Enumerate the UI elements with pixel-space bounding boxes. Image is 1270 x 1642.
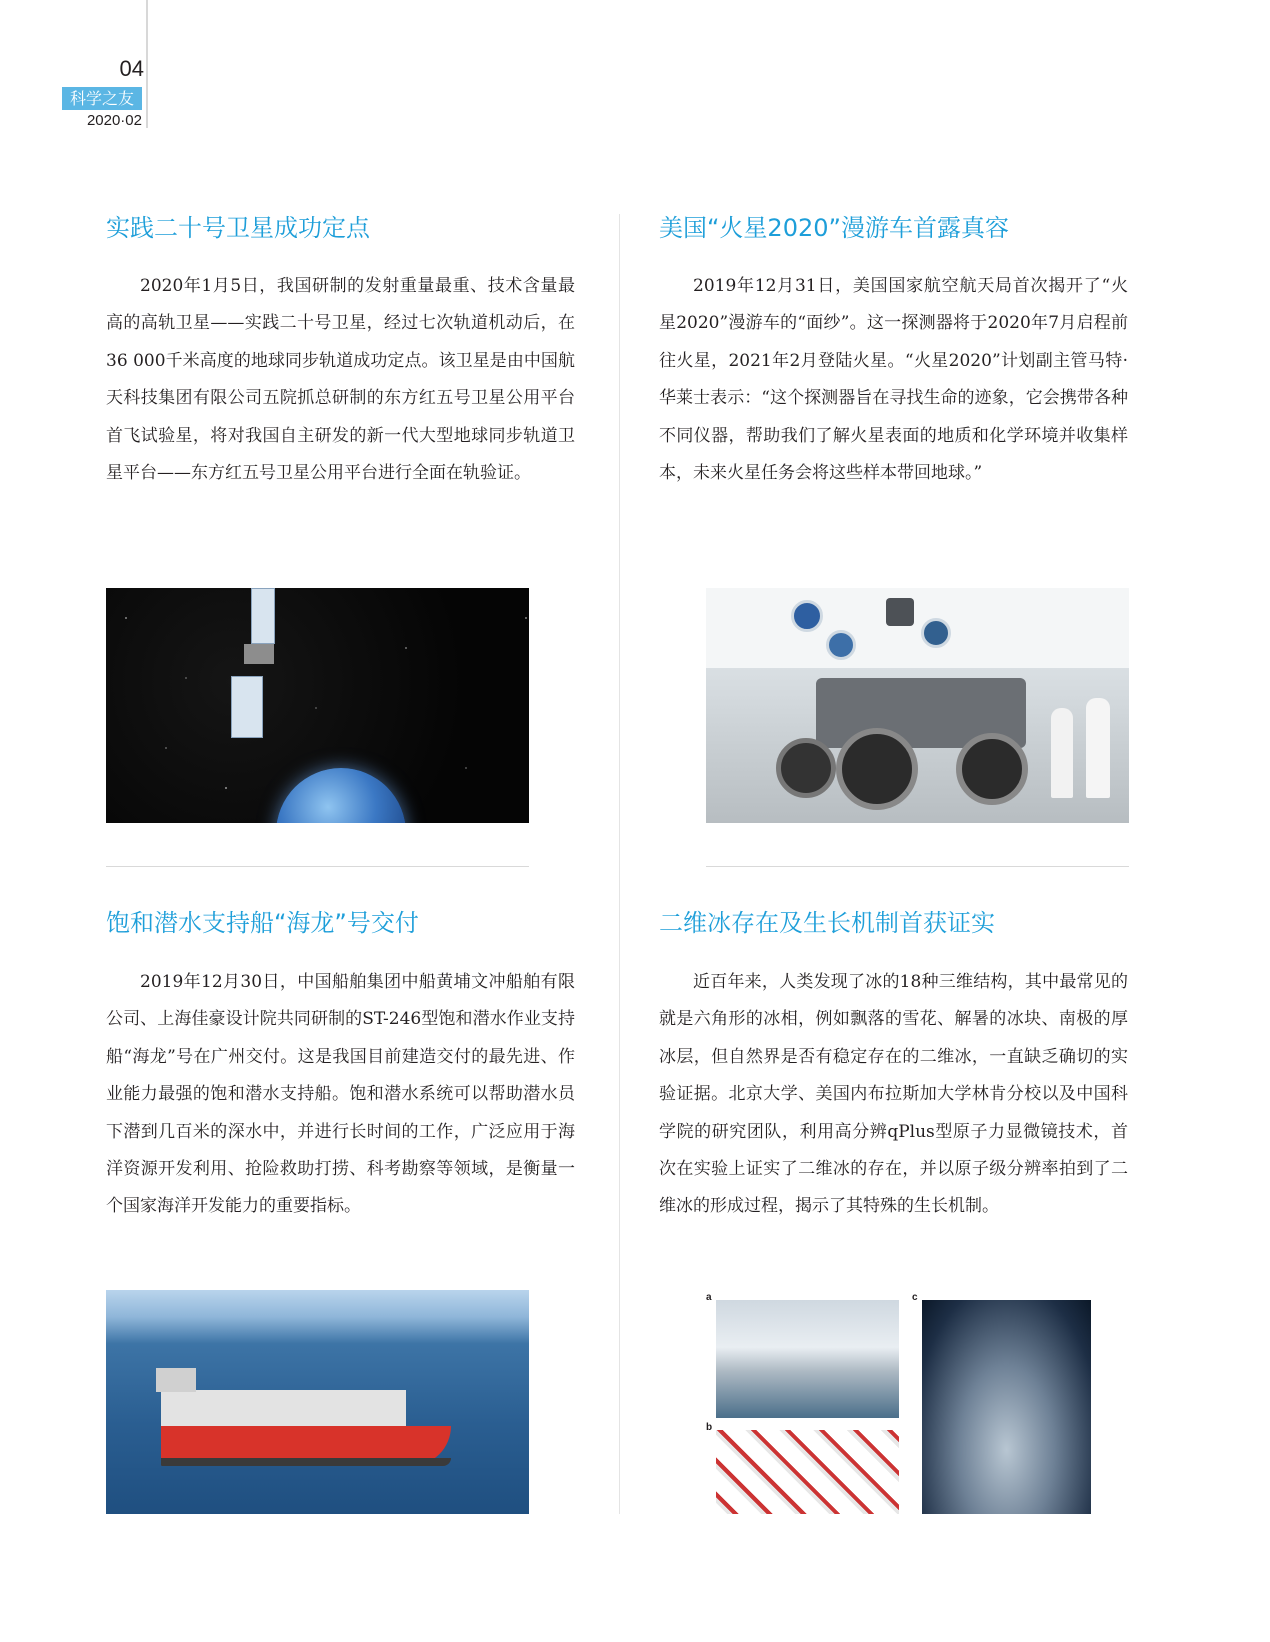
rover-mast (886, 598, 914, 626)
article-body-mars-rover: 2019年12月31日，美国国家航空航天局首次揭开了“火星2020”漫游车的“面纱”。这一探测器将于2020年7月启程前往火星，2021年2月登陆火星。“火星2020”计划副主管马特·华莱士表示：“这个探测器旨在寻找生命的迹象，它会携带各种不同仪器，帮助我们了解火星表面的地质和化学环境并收集样本，未来火星任务会将这些样本带回地球。” (659, 276, 1128, 484)
article-title-2d-ice: 二维冰存在及生长机制首获证实 (659, 909, 995, 937)
technician (1051, 708, 1073, 798)
figure-label-c: c (912, 1292, 918, 1303)
article-body-2d-ice: 近百年来，人类发现了冰的18种三维结构，其中最常见的就是六角形的冰相，例如飘落的雪花、解暑的冰块、南极的厚冰层，但自然界是否有稳定存在的二维冰，一直缺乏确切的实验证据。北京大学、美国内布拉斯加大学林肯分校以及中国科学院的研究团队，利用高分辨qPlus型原子力显微镜技术，首次在实验上证实了二维冰的存在，并以原子级分辨率拍到了二维冰的形成过程，揭示了其特殊的生长机制。 (659, 972, 1128, 1217)
satellite-image (106, 588, 529, 823)
column-divider (619, 214, 620, 1514)
figure-label-b: b (706, 1422, 713, 1433)
ice-structure-image (716, 1430, 899, 1514)
article-title-ship: 饱和潜水支持船“海龙”号交付 (106, 909, 419, 937)
figure-label-a: a (706, 1292, 712, 1303)
solar-panel (231, 676, 263, 738)
rover-wheel (956, 733, 1028, 805)
satellite-body (244, 644, 274, 664)
article-body-ship: 2019年12月30日，中国船舶集团中船黄埔文冲船舶有限公司、上海佳豪设计院共同研制的ST-246型饱和潜水作业支持船“海龙”号在广州交付。这是我国目前建造交付的最先进、作业能力最强的饱和潜水支持船。饱和潜水系统可以帮助潜水员下潜到几百米的深水中，并进行长时间的工作，广泛应用于海洋资源开发利用、抢险救助打捞、科考勘察等领域，是衡量一个国家海洋开发能力的重要指标。 (106, 972, 575, 1217)
article-title-mars-rover: 美国“火星2020”漫游车首露真容 (659, 214, 1009, 242)
ship-image (106, 1290, 529, 1514)
rover-wheel (776, 738, 836, 798)
ship-waterline (161, 1458, 451, 1466)
lab-wall (706, 588, 1129, 668)
section-separator (706, 866, 1129, 867)
mission-patch (791, 600, 823, 632)
article-body-satellite: 2020年1月5日，我国研制的发射重量最重、技术含量最高的高轨卫星——实践二十号卫星，经过七次轨道机动后，在36 000千米高度的地球同步轨道成功定点。该卫星是由中国航天科技集团有限公司五院抓总研制的东方红五号卫星公用平台首飞试验星，将对我国自主研发的新一代大型地球同步轨道卫星平台——东方红五号卫星公用平台进行全面在轨验证。 (106, 276, 575, 484)
header-divider (146, 0, 148, 128)
article-title-satellite: 实践二十号卫星成功定点 (106, 214, 370, 242)
rover-wheel (836, 728, 918, 810)
section-separator (106, 866, 529, 867)
ship-bridge (156, 1368, 196, 1392)
ship-superstructure (161, 1390, 406, 1428)
mission-patch (921, 618, 951, 648)
page-number: 04 (119, 56, 144, 81)
mars-rover-image (706, 588, 1129, 823)
magazine-badge: 科学之友 (62, 87, 142, 110)
issue-date: 2020·02 (86, 112, 142, 129)
iceberg-image (716, 1300, 899, 1418)
solar-panel (251, 588, 275, 644)
mission-patch (826, 630, 856, 660)
technician (1086, 698, 1110, 798)
ice-figure (706, 1292, 1091, 1514)
hexagonal-ice-image (922, 1300, 1091, 1514)
